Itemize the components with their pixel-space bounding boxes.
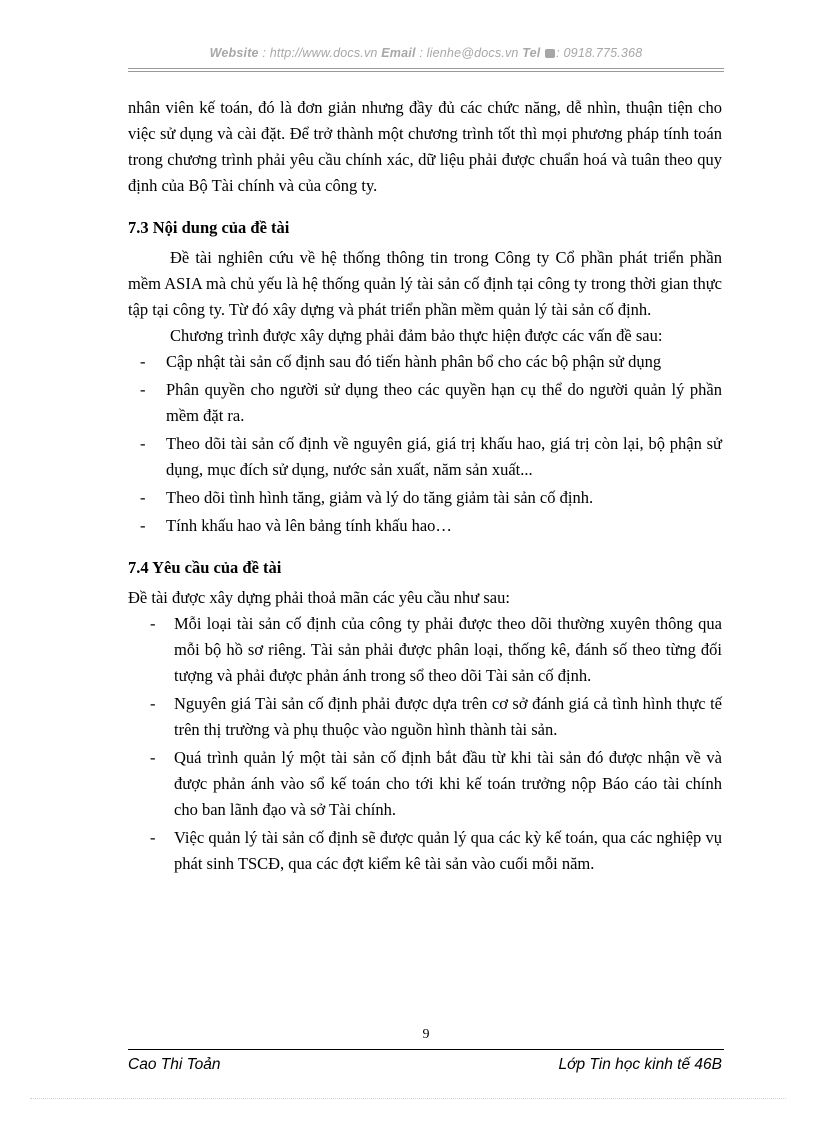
list-item: - Phân quyền cho người sử dụng theo các quyền hạn cụ thể do người quản lý phần mềm đặt ra.	[140, 380, 722, 425]
email-address[interactable]: : lienhe@docs.vn	[419, 46, 519, 60]
footer-author: Cao Thi Toản	[128, 1056, 221, 1073]
tel-number: : 0918.775.368	[556, 46, 643, 60]
website-label: Website	[209, 46, 259, 60]
section-heading-7-3: 7.3 Nội dung của đề tài	[128, 218, 290, 237]
footer-divider	[128, 1049, 724, 1050]
list-item: - Quá trình quản lý một tài sản cố định bắt đầu từ khi tài sản đó được nhận về và được phản ánh vào sổ kế toán cho tới khi kế toán trưởng nộp Báo cáo tài chính cho ban lãnh đạo và sở Tài chính.	[150, 748, 722, 819]
section-7-3-paragraph-1: Đề tài nghiên cứu về hệ thống thông tin trong Công ty Cổ phần phát triển phần mềm ASIA mà chủ yếu là hệ thống quản lý tài sản cố định tại công ty trong thời gian thực tập tại công ty. Từ đó xây dựng và phát triển phần mềm quản lý tài sản cố định.	[128, 248, 722, 319]
website-url[interactable]: : http://www.docs.vn	[262, 46, 378, 60]
phone-icon	[545, 49, 555, 58]
list-item: - Cập nhật tài sản cố định sau đó tiến hành phân bổ cho các bộ phận sử dụng	[140, 352, 662, 371]
list-item: - Nguyên giá Tài sản cố định phải được dựa trên cơ sở đánh giá cả tình hình thực tế trên thị trường và phụ thuộc vào nguồn hình thành tài sản.	[150, 694, 722, 739]
section-7-4-list	[128, 611, 722, 877]
section-7-3-list	[128, 349, 722, 539]
list-item: - Theo dõi tài sản cố định về nguyên giá, giá trị khấu hao, giá trị còn lại, bộ phận sử dụng, mục đích sử dụng, nước sản xuất, năm sản xuất...	[140, 434, 722, 479]
list-item: - Mỗi loại tài sản cố định của công ty phải được theo dõi thường xuyên thông qua mỗi bộ hồ sơ riêng. Tài sản phải được phân loại, thống kê, đánh số theo từng đối tượng và phải được phản ánh trong sổ theo dõi Tài sản cố định.	[150, 614, 722, 685]
section-7-4-intro: Đề tài được xây dựng phải thoả mãn các yêu cầu như sau:	[128, 588, 510, 607]
header-divider	[128, 68, 724, 72]
list-item: - Tính khấu hao và lên bảng tính khấu hao…	[140, 516, 452, 535]
section-heading-7-4: 7.4 Yêu cầu của đề tài	[128, 558, 282, 577]
list-item: - Việc quản lý tài sản cố định sẽ được quản lý qua các kỳ kế toán, qua các nghiệp vụ phát sinh TSCĐ, qua các đợt kiểm kê tài sản vào cuối mỗi năm.	[150, 828, 722, 873]
email-label: Email	[381, 46, 416, 60]
intro-paragraph: nhân viên kế toán, đó là đơn giản nhưng đầy đủ các chức năng, dễ nhìn, thuận tiện cho việc sử dụng và cài đặt. Để trở thành một chương trình tốt thì mọi phương pháp tính toán trong chương trình phải yêu cầu chính xác, dữ liệu phải được chuẩn hoá và tuân theo quy định của Bộ Tài chính và của công ty.	[128, 98, 722, 195]
list-item: - Theo dõi tình hình tăng, giảm và lý do tăng giảm tài sản cố định.	[140, 488, 594, 507]
tel-label: Tel	[522, 46, 541, 60]
page-bottom-border	[30, 1098, 786, 1099]
page-header	[128, 46, 724, 60]
page-number: 9	[422, 1027, 430, 1042]
page-body	[128, 95, 722, 879]
footer-class: Lớp Tin học kinh tế 46B	[558, 1056, 722, 1073]
section-7-3-paragraph-2: Chương trình được xây dựng phải đảm bảo thực hiện được các vấn đề sau:	[170, 326, 663, 345]
